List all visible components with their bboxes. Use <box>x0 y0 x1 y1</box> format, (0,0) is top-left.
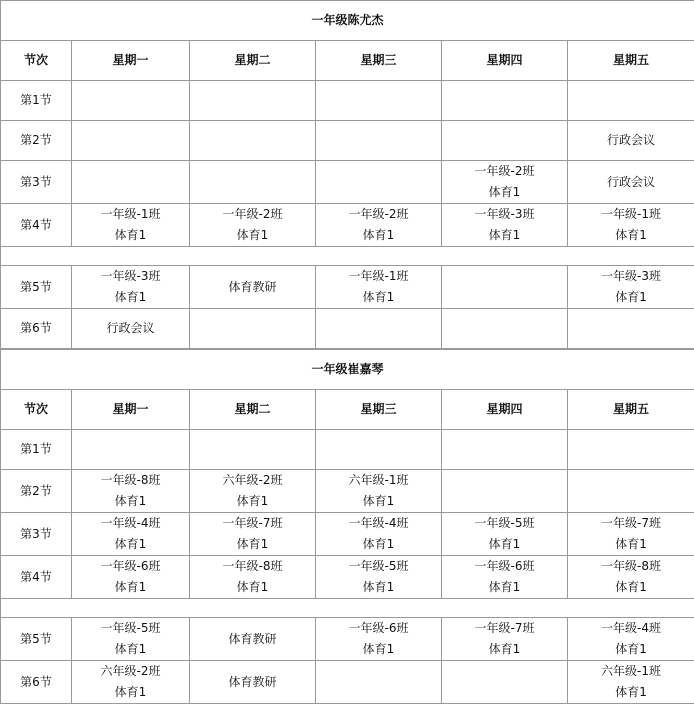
class-label: 六年级-1班 <box>568 661 694 682</box>
period-label: 第2节 <box>1 470 72 513</box>
class-label: 一年级-4班 <box>316 513 441 534</box>
schedule-cell <box>190 513 316 556</box>
period-label: 第4节 <box>1 556 72 599</box>
schedule-cell <box>190 121 316 161</box>
schedule-cell <box>442 618 568 661</box>
schedule-cell <box>568 266 694 309</box>
schedule-cell <box>72 204 190 247</box>
class-label: 一年级-7班 <box>442 618 567 639</box>
schedule-cell <box>568 470 694 513</box>
class-label: 一年级-1班 <box>568 204 694 225</box>
period-label: 第1节 <box>1 81 72 121</box>
schedule-cell <box>190 618 316 661</box>
column-header: 星期二 <box>190 390 316 430</box>
schedule-cell <box>442 661 568 704</box>
schedule-cell <box>190 556 316 599</box>
class-label: 六年级-2班 <box>190 470 315 491</box>
table-row <box>1 470 694 513</box>
schedule-cell <box>316 266 442 309</box>
course-label: 体育1 <box>72 491 189 512</box>
schedule-cell <box>72 309 190 349</box>
schedule-cell <box>568 161 694 204</box>
schedule-cell <box>568 81 694 121</box>
timetable-1 <box>0 0 694 349</box>
course-label: 体育1 <box>316 225 441 246</box>
schedule-cell <box>568 309 694 349</box>
course-label: 体育1 <box>568 225 694 246</box>
schedule-cell <box>442 513 568 556</box>
course-label: 体育1 <box>190 577 315 598</box>
schedule-cell <box>72 161 190 204</box>
table-row <box>1 618 694 661</box>
class-label: 一年级-2班 <box>316 204 441 225</box>
table-row <box>1 121 694 161</box>
course-label: 体育1 <box>442 225 567 246</box>
table-row <box>1 430 694 470</box>
column-header: 星期五 <box>568 41 694 81</box>
period-label: 第5节 <box>1 618 72 661</box>
course-label: 体育1 <box>442 577 567 598</box>
class-label: 一年级-6班 <box>442 556 567 577</box>
table-row <box>1 161 694 204</box>
schedule-cell <box>568 204 694 247</box>
table-title: 一年级陈尤杰 <box>1 1 694 41</box>
schedule-cell <box>72 513 190 556</box>
schedule-cell <box>190 430 316 470</box>
column-header: 星期三 <box>316 41 442 81</box>
class-label: 一年级-8班 <box>568 556 694 577</box>
class-label: 体育教研 <box>190 629 315 650</box>
class-label: 六年级-1班 <box>316 470 441 491</box>
period-label: 第6节 <box>1 309 72 349</box>
table-row <box>1 556 694 599</box>
course-label: 体育1 <box>72 225 189 246</box>
class-label: 体育教研 <box>190 277 315 298</box>
schedule-cell <box>316 121 442 161</box>
course-label: 体育1 <box>316 534 441 555</box>
schedule-cell <box>72 81 190 121</box>
schedule-cell <box>568 618 694 661</box>
class-label: 一年级-6班 <box>316 618 441 639</box>
course-label: 体育1 <box>316 639 441 660</box>
column-header: 星期一 <box>72 390 190 430</box>
class-label: 一年级-4班 <box>568 618 694 639</box>
class-label: 一年级-8班 <box>72 470 189 491</box>
class-label: 一年级-5班 <box>72 618 189 639</box>
class-label: 一年级-3班 <box>568 266 694 287</box>
class-label: 一年级-5班 <box>442 513 567 534</box>
period-label: 第5节 <box>1 266 72 309</box>
schedule-cell <box>316 81 442 121</box>
column-header: 星期二 <box>190 41 316 81</box>
table-title: 一年级崔嘉琴 <box>1 350 694 390</box>
schedule-cell <box>316 618 442 661</box>
course-label: 体育1 <box>568 534 694 555</box>
course-label: 体育1 <box>72 577 189 598</box>
schedule-cell <box>190 266 316 309</box>
schedule-cell <box>190 204 316 247</box>
schedule-cell <box>442 430 568 470</box>
schedule-cell <box>442 556 568 599</box>
period-label: 第2节 <box>1 121 72 161</box>
course-label: 体育1 <box>568 577 694 598</box>
period-label: 第3节 <box>1 513 72 556</box>
header-row <box>1 41 694 81</box>
schedule-cell <box>442 266 568 309</box>
schedule-cell <box>72 556 190 599</box>
course-label: 体育1 <box>568 287 694 308</box>
class-label: 一年级-1班 <box>72 204 189 225</box>
column-header: 星期五 <box>568 390 694 430</box>
schedule-cell <box>190 161 316 204</box>
table-row <box>1 81 694 121</box>
schedule-cell <box>568 556 694 599</box>
column-header: 节次 <box>1 41 72 81</box>
period-label: 第6节 <box>1 661 72 704</box>
table-row <box>1 266 694 309</box>
schedule-cell <box>442 204 568 247</box>
schedule-cell <box>442 81 568 121</box>
header-row <box>1 390 694 430</box>
class-label: 行政会议 <box>568 130 694 151</box>
schedule-cell <box>72 430 190 470</box>
course-label: 体育1 <box>316 577 441 598</box>
course-label: 体育1 <box>190 491 315 512</box>
column-header: 星期一 <box>72 41 190 81</box>
schedule-cell <box>316 556 442 599</box>
schedule-cell <box>568 430 694 470</box>
class-label: 一年级-2班 <box>442 161 567 182</box>
timetable-2 <box>0 349 694 704</box>
course-label: 体育1 <box>190 225 315 246</box>
break-cell <box>1 247 694 266</box>
course-label: 体育1 <box>72 682 189 703</box>
schedule-cell <box>442 470 568 513</box>
class-label: 体育教研 <box>190 672 315 693</box>
column-header: 星期四 <box>442 41 568 81</box>
schedule-cell <box>316 161 442 204</box>
course-label: 体育1 <box>72 287 189 308</box>
class-label: 一年级-3班 <box>442 204 567 225</box>
class-label: 行政会议 <box>568 172 694 193</box>
schedule-cell <box>316 204 442 247</box>
period-label: 第4节 <box>1 204 72 247</box>
class-label: 一年级-6班 <box>72 556 189 577</box>
schedule-cell <box>316 309 442 349</box>
column-header: 星期三 <box>316 390 442 430</box>
column-header: 星期四 <box>442 390 568 430</box>
schedule-cell <box>316 661 442 704</box>
course-label: 体育1 <box>316 491 441 512</box>
schedule-cell <box>316 513 442 556</box>
schedule-cell <box>442 161 568 204</box>
table-row <box>1 204 694 247</box>
class-label: 一年级-7班 <box>190 513 315 534</box>
class-label: 行政会议 <box>72 318 189 339</box>
course-label: 体育1 <box>568 682 694 703</box>
period-label: 第3节 <box>1 161 72 204</box>
schedule-cell <box>72 661 190 704</box>
class-label: 一年级-5班 <box>316 556 441 577</box>
course-label: 体育1 <box>190 534 315 555</box>
schedule-cell <box>568 121 694 161</box>
schedule-cell <box>442 309 568 349</box>
schedule-cell <box>190 661 316 704</box>
schedule-cell <box>442 121 568 161</box>
class-label: 一年级-7班 <box>568 513 694 534</box>
table-row <box>1 513 694 556</box>
course-label: 体育1 <box>568 639 694 660</box>
course-label: 体育1 <box>316 287 441 308</box>
schedule-cell <box>316 430 442 470</box>
break-row <box>1 599 694 618</box>
class-label: 一年级-1班 <box>316 266 441 287</box>
schedule-cell <box>190 81 316 121</box>
course-label: 体育1 <box>442 534 567 555</box>
schedule-cell <box>316 470 442 513</box>
table-title-row <box>1 350 694 390</box>
course-label: 体育1 <box>442 639 567 660</box>
table-row <box>1 661 694 704</box>
break-cell <box>1 599 694 618</box>
schedule-cell <box>568 513 694 556</box>
schedule-cell <box>72 266 190 309</box>
period-label: 第1节 <box>1 430 72 470</box>
schedule-cell <box>190 309 316 349</box>
schedule-cell <box>190 470 316 513</box>
column-header: 节次 <box>1 390 72 430</box>
table-row <box>1 309 694 349</box>
break-row <box>1 247 694 266</box>
schedule-cell <box>568 661 694 704</box>
schedule-cell <box>72 618 190 661</box>
class-label: 一年级-4班 <box>72 513 189 534</box>
table-title-row <box>1 1 694 41</box>
schedule-cell <box>72 470 190 513</box>
schedule-cell <box>72 121 190 161</box>
course-label: 体育1 <box>72 639 189 660</box>
class-label: 一年级-2班 <box>190 204 315 225</box>
class-label: 一年级-3班 <box>72 266 189 287</box>
course-label: 体育1 <box>442 182 567 203</box>
course-label: 体育1 <box>72 534 189 555</box>
class-label: 一年级-8班 <box>190 556 315 577</box>
class-label: 六年级-2班 <box>72 661 189 682</box>
